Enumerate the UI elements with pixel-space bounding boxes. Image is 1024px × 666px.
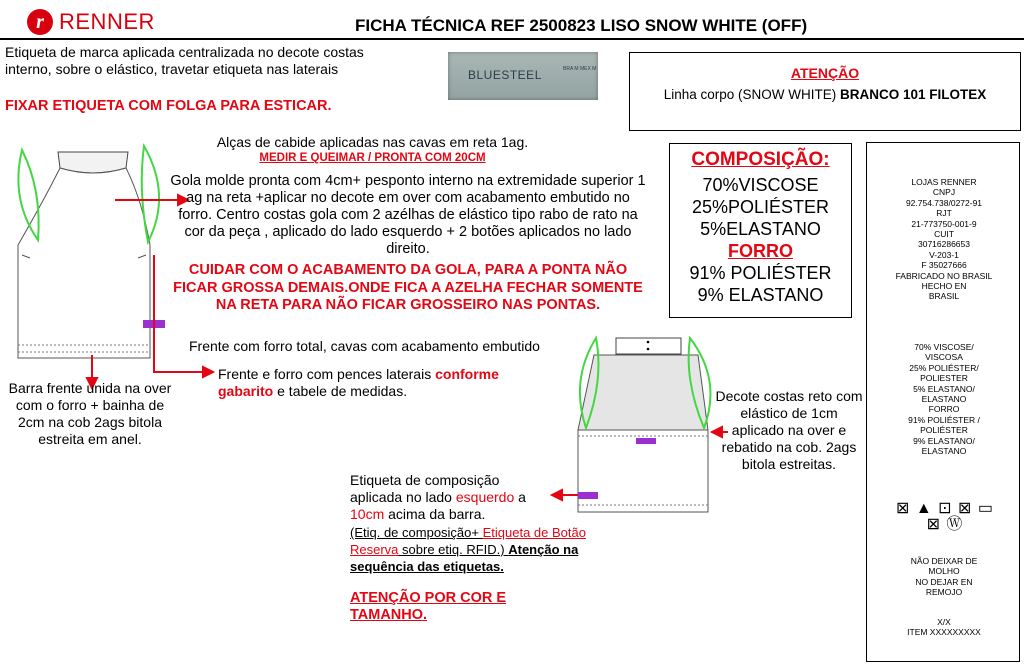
composition-line-3: 5%ELASTANO [700, 219, 821, 239]
straps-text: Alças de cabide aplicadas nas cavas em reta 1ag. [216, 134, 529, 150]
tag-line: 9% ELASTANO/ [913, 435, 975, 446]
brand-label-text: BLUESTEEL [468, 68, 542, 82]
comp-label-p2: a [514, 489, 526, 505]
straps-measure: MEDIR E QUEIMAR / PRONTA COM 20CM [259, 152, 486, 164]
tag-line: 21-773750-001-9 [911, 218, 977, 229]
comp-label-10cm: 10cm [350, 506, 385, 522]
page-title: FICHA TÉCNICA REF 2500823 LISO SNOW WHITE (OFF) [355, 16, 808, 35]
front-lining-text: Frente com forro total, cavas com acabamento embutido [189, 338, 540, 354]
tag-line: REMOJO [925, 587, 963, 598]
comp-label-p1: Etiqueta de composição aplicada no lado [350, 472, 500, 505]
comp-label-left: esquerdo [455, 489, 515, 505]
darts-a: Frente e forro com pences laterais [218, 366, 436, 382]
tag-line: NÃO DEIXAR DE [910, 556, 978, 566]
tag-line: NO DEJAR EN [915, 576, 973, 587]
tag-line: VISCOSA [925, 352, 963, 363]
tag-size: X/X [937, 617, 951, 627]
tag-line: V-203-1 [929, 249, 959, 260]
tag-line: FABRICADO NO BRASIL [895, 270, 993, 281]
tag-line: HECHO EN [921, 281, 967, 292]
tag-line: 70% VISCOSE/ [914, 342, 974, 352]
comp-label-text [350, 472, 550, 523]
attention-line-bold: BRANCO 101 FILOTEX [840, 87, 987, 102]
seq-b: sobre etiq. RFID.) [398, 542, 509, 557]
tag-line: 30716286653 [917, 239, 970, 250]
composition-title: COMPOSIÇÃO: [691, 149, 830, 170]
tag-line: FORRO [928, 404, 960, 415]
front-garment-sketch [18, 146, 165, 358]
tag-line: CNPJ [932, 187, 956, 198]
tag-line: ELASTANO [921, 394, 967, 405]
seq-bold: Atenção na sequência das etiquetas. [350, 542, 579, 574]
tag-line: RJT [936, 208, 952, 219]
tag-line: LOJAS RENNER [911, 177, 977, 187]
tag-line: ELASTANO [921, 446, 967, 457]
tag-line: BRASIL [928, 291, 960, 302]
care-symbols-row-2: ⊠ Ⓦ [926, 516, 964, 533]
composition-line-2: 25%POLIÉSTER [691, 197, 830, 217]
lining-title: FORRO [728, 241, 793, 261]
lining-line-1: 91% POLIÉSTER [689, 263, 832, 283]
tag-line: 25% POLIÉSTER/ [909, 362, 979, 373]
tag-line: 92.754.738/0272-91 [905, 197, 983, 208]
tag-line: CUIT [934, 229, 954, 240]
tag-line: MOLHO [928, 566, 960, 577]
hem-front-text: Barra frente unida na over com o forro + bainha de 2cm na cob 2ags bitola estreita em anel. [8, 380, 172, 447]
lining-line-2: 9% ELASTANO [697, 285, 824, 305]
tag-line: 91% POLIÉSTER / [908, 414, 980, 425]
attention-title: ATENÇÃO [790, 65, 860, 81]
seq-red: Etiqueta de Botão Reserva [350, 525, 586, 557]
back-neck-text: Decote costas reto com elástico de 1cm aplicado na over e rebatido na cob. 2ags bitola estreitas. [715, 388, 863, 472]
brand-logo-mark: r [27, 9, 53, 35]
tag-item: ITEM XXXXXXXXX [907, 627, 981, 638]
brand-label-instructions: Etiqueta de marca aplicada centralizada no decote costas interno, sobre o elástico, travetar etiqueta nas laterais [5, 44, 364, 77]
tag-line: POLIÉSTER [920, 425, 968, 436]
tag-line: F 35027666 [921, 260, 967, 271]
comp-label-sequence [350, 524, 590, 575]
darts-gabarito: conforme gabarito [218, 366, 499, 399]
darts-text [218, 366, 548, 400]
attention-line-normal: Linha corpo (SNOW WHITE) [663, 87, 840, 102]
collar-text: Gola molde pronta com 4cm+ pesponto interno na extremidade superior 1 ag na reta +aplicar no decote em over com acabamento embutido no forro. Centro costas gola com 2 azélhas de elástico tipo rabo de rato na cor da peça , aplicado do lado esquerdo + 2 botões aplicados no lado direito. [170, 173, 646, 257]
seq-a: (Etiq. de composição+ [350, 525, 483, 540]
back-garment-sketch [578, 338, 710, 512]
tag-line: 5% ELASTANO/ [913, 383, 975, 394]
care-symbols-row-1: ⊠ ▲ ⊡ ⊠ ▭ [896, 500, 994, 517]
comp-label-warning: ATENÇÃO POR COR E TAMANHO. [350, 590, 507, 623]
composition-line-1: 70%VISCOSE [702, 175, 819, 195]
brand-label-sizes: BRA M MEX M [563, 66, 597, 72]
tag-line: POLIESTER [920, 373, 968, 384]
collar-warning: CUIDAR COM O ACABAMENTO DA GOLA, PARA A PONTA NÃO FICAR GROSSA DEMAIS.ONDE FICA A AZELHA FECHAR SOMENTE NA RETA PARA NÃO FICAR GROSSEIRO NAS PONTAS. [173, 262, 643, 313]
brand-name: RENNER [59, 9, 155, 34]
brand-label-warning: FIXAR ETIQUETA COM FOLGA PARA ESTICAR. [5, 98, 332, 114]
comp-label-p3: acima da barra. [384, 506, 486, 522]
darts-c: e tabele de medidas. [273, 383, 408, 399]
